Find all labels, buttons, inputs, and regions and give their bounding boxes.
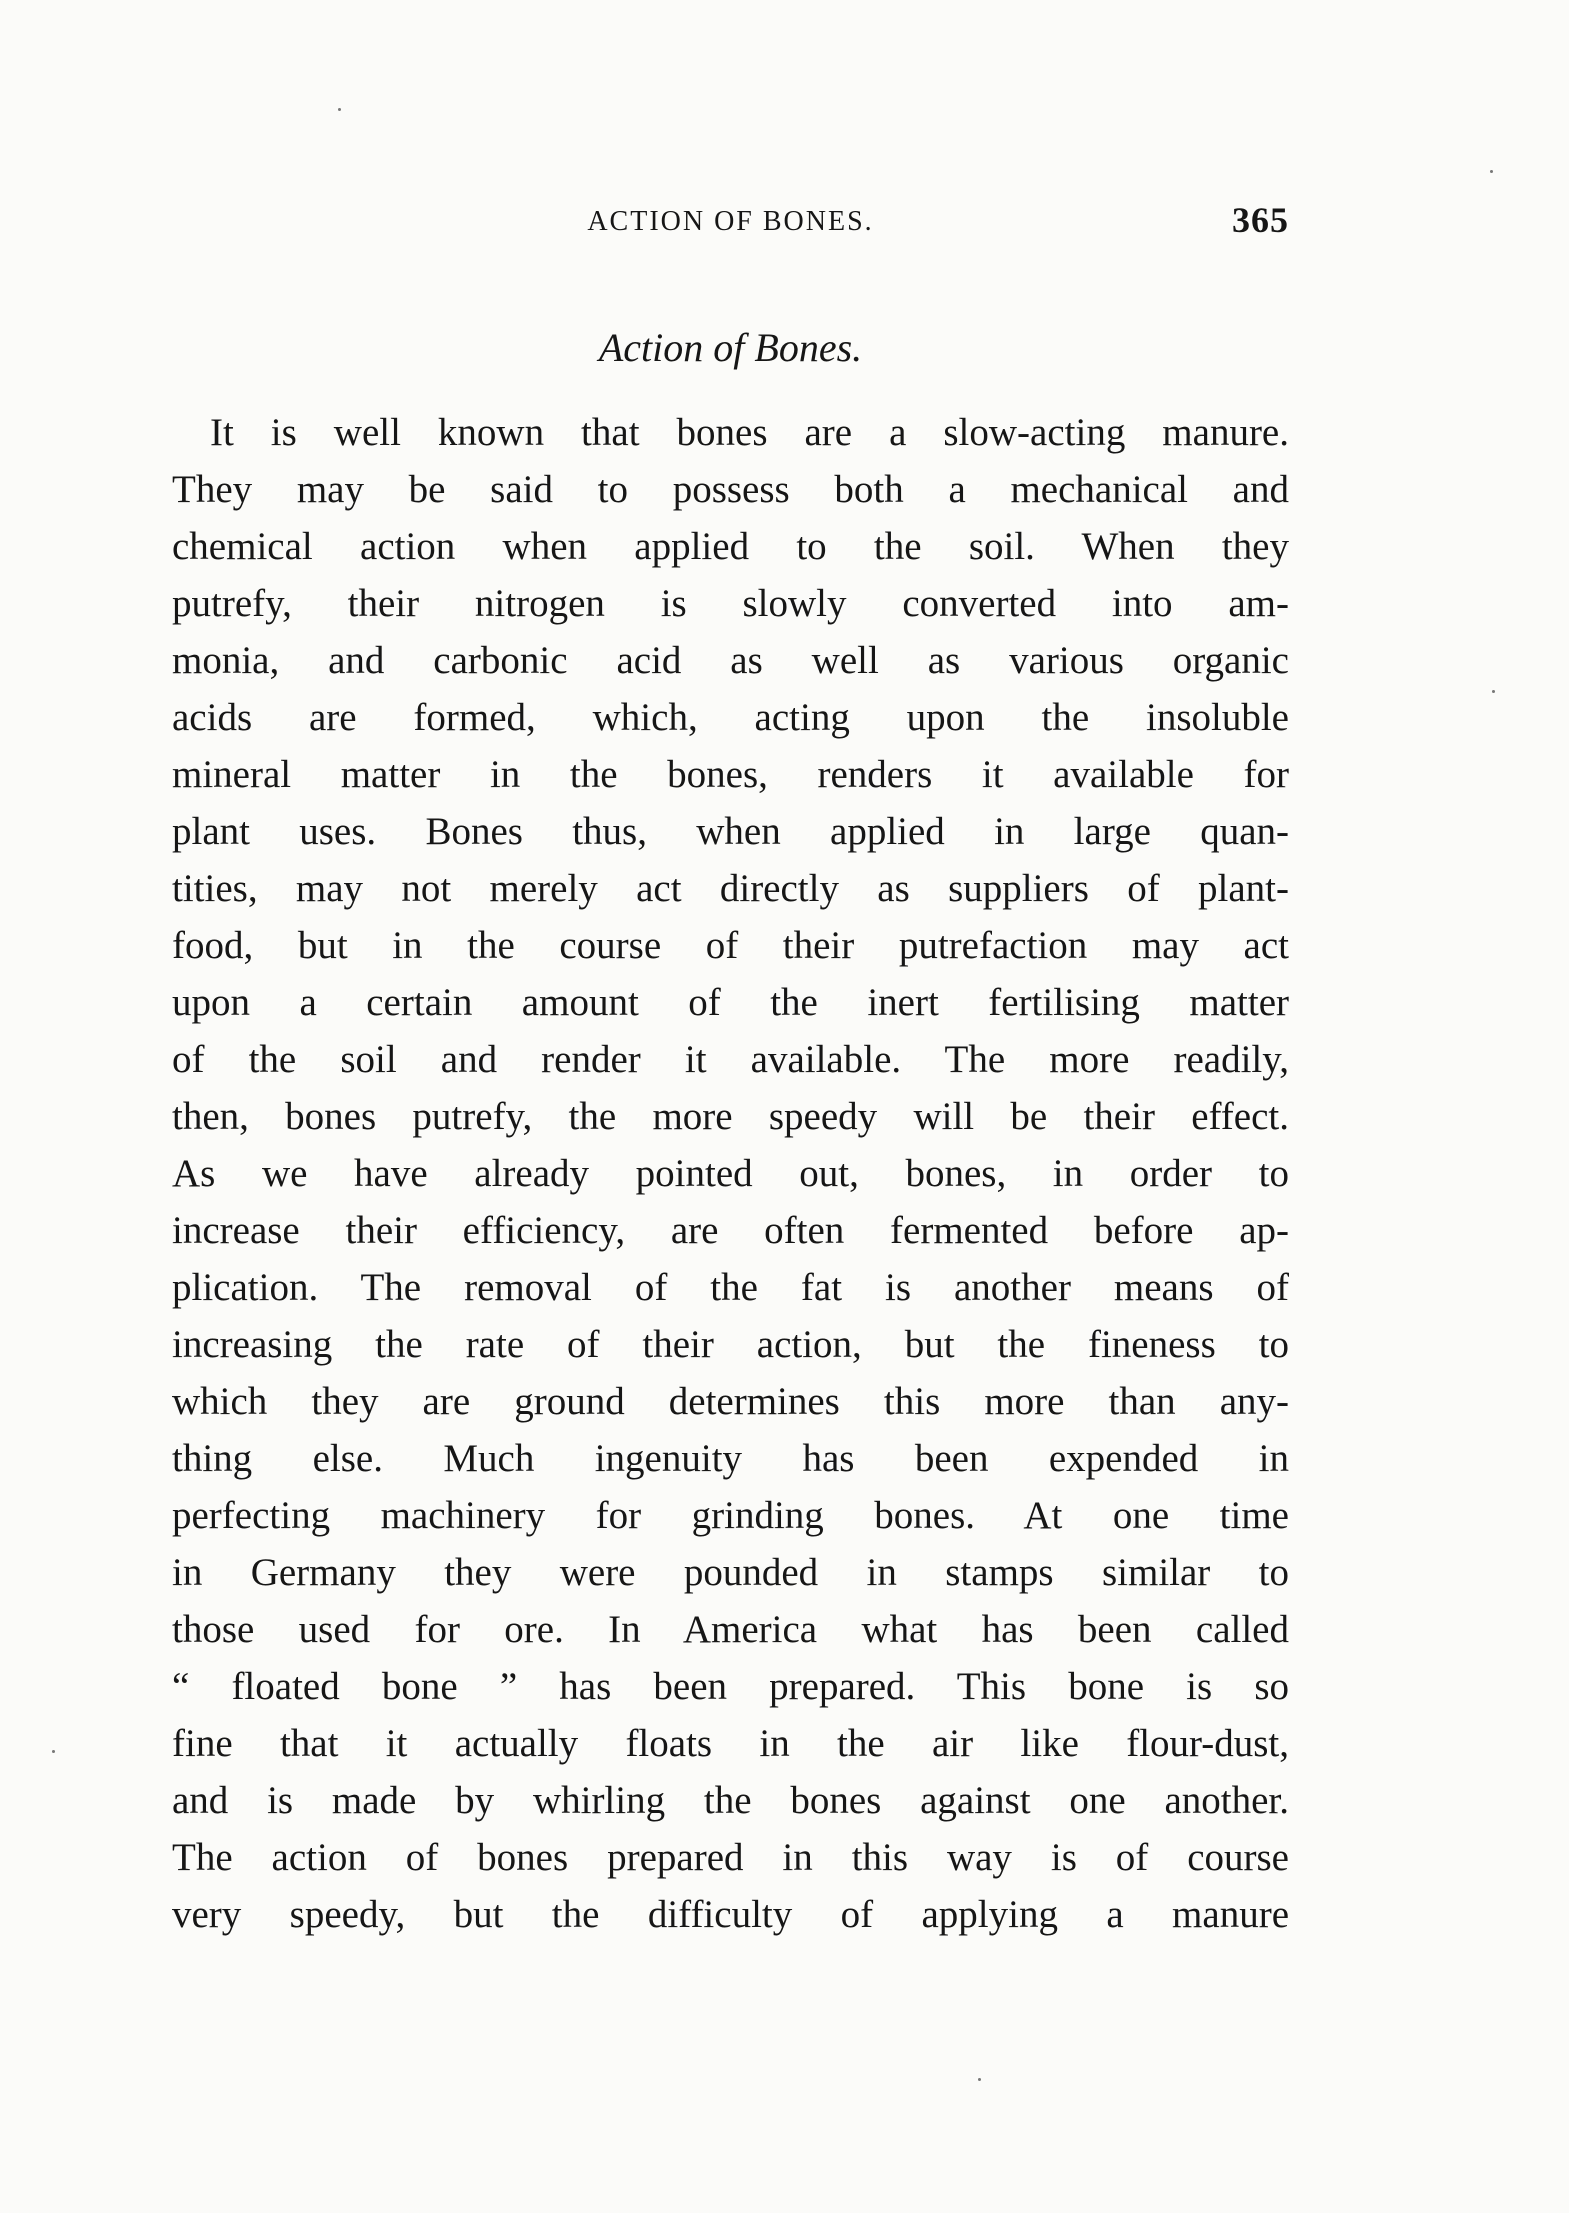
scan-speck: [1492, 690, 1495, 693]
text-line: in Germany they were pounded in stamps similar to: [172, 1551, 1289, 1594]
text-line: plication. The removal of the fat is another means of: [172, 1266, 1289, 1309]
text-line: monia, and carbonic acid as well as various organic: [172, 639, 1289, 682]
scan-speck: [1490, 170, 1493, 173]
text-line: food, but in the course of their putrefaction may act: [172, 924, 1289, 967]
text-line: tities, may not merely act directly as suppliers of plant-: [172, 867, 1289, 910]
text-line: upon a certain amount of the inert fertilising matter: [172, 981, 1289, 1024]
text-line: As we have already pointed out, bones, in order to: [172, 1152, 1289, 1195]
running-title: ACTION OF BONES.: [587, 206, 874, 237]
text-line: of the soil and render it available. The more readily,: [172, 1038, 1289, 1081]
text-line: “ floated bone ” has been prepared. This bone is so: [172, 1665, 1289, 1708]
body-paragraph: [172, 404, 1289, 1943]
text-line: chemical action when applied to the soil. When they: [172, 525, 1289, 568]
text-line: those used for ore. In America what has been called: [172, 1608, 1289, 1651]
text-line: very speedy, but the difficulty of applying a manure: [172, 1893, 1289, 1936]
page-number: 365: [1232, 200, 1289, 240]
section-heading: Action of Bones.: [598, 325, 863, 370]
text-line: which they are ground determines this more than any-: [172, 1380, 1289, 1423]
text-line: increase their efficiency, are often fermented before ap-: [172, 1209, 1289, 1252]
text-line: plant uses. Bones thus, when applied in large quan-: [172, 810, 1289, 853]
text-line: putrefy, their nitrogen is slowly converted into am-: [172, 582, 1289, 625]
text-line: perfecting machinery for grinding bones. At one time: [172, 1494, 1289, 1537]
text-line: thing else. Much ingenuity has been expended in: [172, 1437, 1289, 1480]
text-line: They may be said to possess both a mechanical and: [172, 468, 1289, 511]
text-line: increasing the rate of their action, but the fineness to: [172, 1323, 1289, 1366]
text-line: fine that it actually floats in the air like flour-dust,: [172, 1722, 1289, 1765]
scan-speck: [52, 1750, 55, 1753]
scan-speck: [338, 108, 341, 111]
text-line: acids are formed, which, acting upon the insoluble: [172, 696, 1289, 739]
text-line: and is made by whirling the bones against one another.: [172, 1779, 1289, 1822]
text-line: It is well known that bones are a slow-acting manure.: [210, 411, 1289, 454]
scan-speck: [978, 2078, 981, 2081]
text-line: mineral matter in the bones, renders it available for: [172, 753, 1289, 796]
text-line: The action of bones prepared in this way is of course: [172, 1836, 1289, 1879]
running-head: [172, 198, 1289, 254]
text-line: then, bones putrefy, the more speedy will be their effect.: [172, 1095, 1289, 1138]
